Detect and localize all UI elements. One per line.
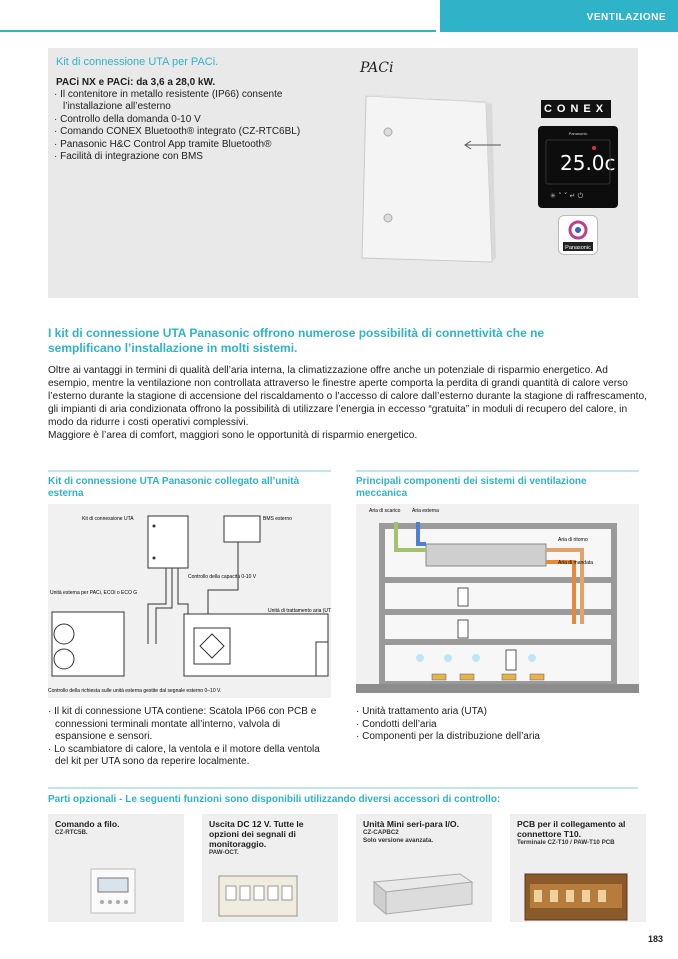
- panasonic-app-icon: [558, 215, 598, 255]
- connector-image: [218, 872, 298, 918]
- right-column-heading: Principali componenti dei sistemi di ventilazione meccanica: [356, 470, 639, 500]
- list-item: · Lo scambiatore di calore, la ventola e il motore della ventola del kit per UTA sono da reperire localmente.: [48, 743, 320, 768]
- remote-brand: Panasonic: [568, 131, 588, 136]
- list-item: · Componenti per la distribuzione dell’aria: [356, 731, 540, 743]
- list-item: · Panasonic H&C Control App tramite Bluetooth®: [54, 138, 272, 150]
- diagram-label-outside: Aria esterna: [412, 508, 439, 514]
- intro-paragraph: Maggiore è l’area di comfort, maggiori sono le opportunità di risparmio energetico.: [48, 430, 418, 441]
- header-rule: [0, 0, 436, 32]
- card-code: CZ-RTC5B.: [55, 829, 88, 836]
- diagram-label-exhaust: Aria di scarico: [369, 508, 401, 514]
- remote-buttons: [538, 126, 618, 208]
- io-unit-image: [370, 868, 474, 918]
- uta-kit-box: [48, 48, 638, 298]
- diagram-label-outdoor: Unità esterna per PACi, ECOi o ECO G: [50, 590, 138, 596]
- list-item: · Comando CONEX Bluetooth® integrato (CZ-RTC6BL): [54, 126, 301, 138]
- list-item: · Unità trattamento aria (UTA): [356, 706, 487, 717]
- optional-parts-heading: Parti opzionali - Le seguenti funzioni sono disponibili utilizzando diversi accessori di controllo:: [48, 787, 638, 805]
- diagram-caption: Controllo della richiesta sulle unità esterna gestite dal segnale esterno 0–10 V.: [48, 688, 222, 694]
- uta-connection-diagram: [48, 504, 331, 698]
- uta-title: Kit di connessione UTA per PACi.: [56, 56, 219, 68]
- list-item: · Il kit di connessione UTA contiene: Scatola IP66 con PCB e connessioni terminali montate all’interno, valvola di espansione e sensori.: [48, 706, 317, 743]
- card-title: Unità Mini seri-para I/O.: [363, 819, 459, 829]
- diagram-label-supply: Aria di mandata: [558, 560, 594, 566]
- card-title: PCB per il collegamento al connettore T10.: [517, 819, 626, 839]
- uta-feature-list: [54, 89, 344, 163]
- uta-subtitle: PACi NX e PACi: da 3,6 a 28,0 kW.: [56, 77, 216, 88]
- remote-temperature: 25.0c: [560, 151, 616, 175]
- intro-body: [48, 364, 648, 442]
- conex-remote-image: [538, 126, 618, 208]
- intro-paragraph: Oltre ai vantaggi in termini di qualità dell’aria interna, la climatizzazione offre anche un potenziale di risparmio energetico. Ad esempio, mentre la ventilazione non controllata attraverso le finestre aperte comporta la perdita di grandi quantità di calore verso l’esterno durante la stagione di accensione del riscaldamento o l’accesso di calore dall’esterno durante la stagione di raffrescamento, gli impianti di aria condizionata offrono la possibilità di utilizzare l’energia in eccesso “gratuita” in moduli di recupero del calore, in modo da ridurre i costi operativi complessivi.: [48, 365, 647, 428]
- card-note: Solo versione avanzata.: [363, 836, 434, 844]
- page-number: 183: [648, 934, 664, 944]
- arrow-left-icon: [463, 140, 503, 150]
- list-item: · Facilità di integrazione con BMS: [54, 151, 203, 163]
- optional-card-dc-output: [202, 814, 338, 922]
- app-label: Panasonic: [565, 245, 591, 251]
- optional-card-mini-io: [356, 814, 492, 922]
- list-item: · Controllo della domanda 0-10 V: [54, 113, 201, 125]
- intro-heading: I kit di connessione UTA Panasonic offrono numerose possibilità di connettività che ne semplificano l’installazione in molti sistemi.: [48, 326, 545, 355]
- section-tab: VENTILAZIONE: [440, 0, 678, 32]
- left-column-heading: Kit di connessione UTA Panasonic collegato all’unità esterna: [48, 470, 331, 500]
- ventilation-building-diagram: [356, 504, 639, 693]
- optional-card-wired-remote: [48, 814, 184, 922]
- optional-card-pcb-t10: [510, 814, 646, 922]
- metal-cabinet-image: [358, 92, 496, 266]
- pcb-image: [524, 872, 628, 922]
- card-code: PAW-OCT.: [209, 849, 239, 856]
- wired-remote-image: [90, 868, 136, 914]
- right-bullet-list: [356, 706, 641, 744]
- diagram-label-kit: Kit di connessione UTA: [82, 516, 134, 522]
- card-title: Uscita DC 12 V. Tutte le opzioni dei segnali di monitoraggio.: [209, 819, 304, 849]
- diagram-label-bms: BMS esterno: [263, 516, 292, 522]
- conex-badge: CONEX: [541, 100, 611, 118]
- left-bullet-list: [48, 706, 333, 769]
- card-code: CZ-CAPBC2: [363, 829, 399, 836]
- diagram-label-ahu: Unità di trattamento aria (UTA): [268, 608, 331, 614]
- svg-text:✳ ˄ ˅ ↵ ⏻: ✳ ˄ ˅ ↵ ⏻: [550, 192, 584, 200]
- paci-logo: PACi: [360, 60, 394, 76]
- list-item: · Condotti dell’aria: [356, 718, 437, 730]
- list-item: · Il contenitore in metallo resistente (IP66) consente l’installazione all’esterno: [54, 89, 283, 113]
- diagram-label-control: Controllo della capacità 0-10 V: [188, 574, 257, 580]
- diagram-label-return: Aria di ritorno: [558, 537, 588, 543]
- card-title: Comando a filo.: [55, 819, 120, 829]
- card-code: Terminale CZ-T10 / PAW-T10 PCB: [517, 839, 615, 846]
